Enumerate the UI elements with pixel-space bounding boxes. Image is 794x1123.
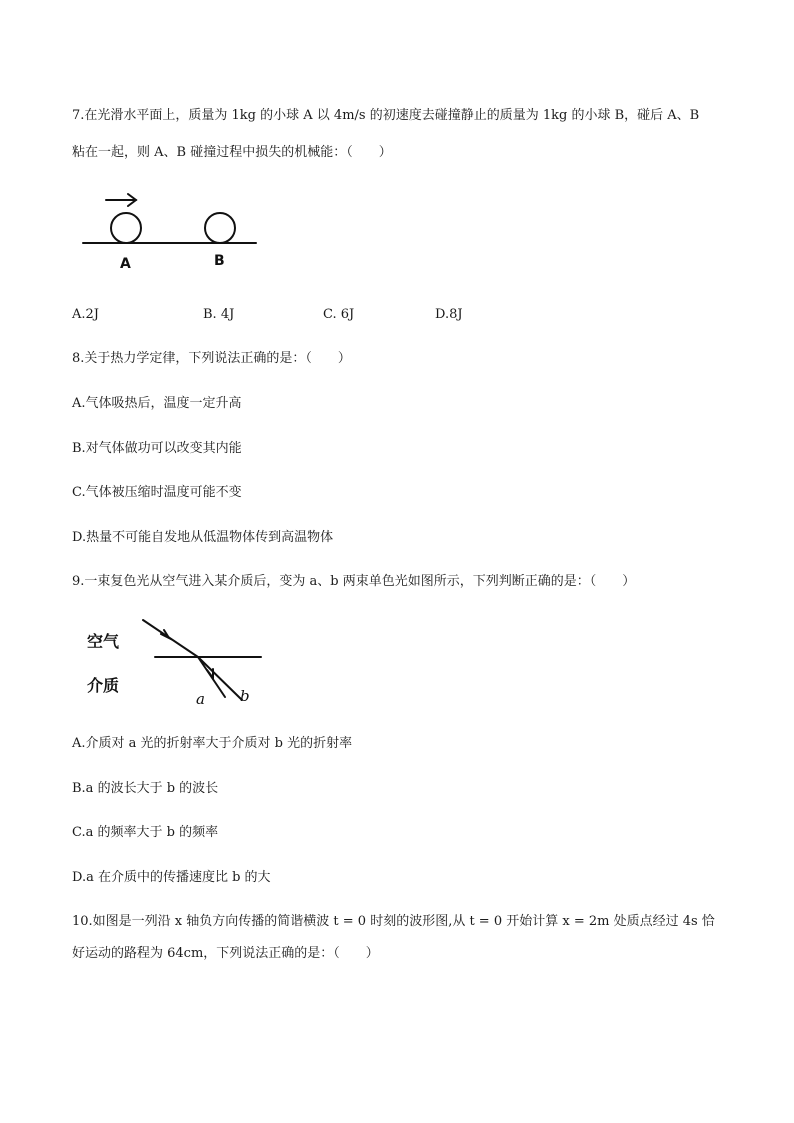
- q7-stem-line2: 粘在一起，则 A、B 碰撞过程中损失的机械能：（ ）: [72, 145, 392, 160]
- q10-stem-line1: 10.如图是一列沿 x 轴负方向传播的简谐横波 t = 0 时刻的波形图,从 t = 0 开始计算 x = 2m 处质点经过 4s 恰: [72, 914, 715, 929]
- medium-label: 介质: [87, 676, 120, 695]
- q9-option-c: C.a 的频率大于 b 的频率: [72, 825, 219, 840]
- q7-collision-figure: [78, 188, 278, 278]
- q8-stem: 8.关于热力学定律，下列说法正确的是：（ ）: [72, 351, 351, 366]
- q10-stem-line2: 好运动的路程为 64cm，下列说法正确的是：（ ）: [72, 946, 379, 961]
- q7-option-c: C. 6J: [323, 307, 355, 322]
- q7-option-b: B. 4J: [203, 307, 235, 322]
- q8-option-a: A.气体吸热后，温度一定升高: [72, 396, 242, 411]
- q8-option-b: B.对气体做功可以改变其内能: [72, 441, 242, 456]
- refracted-arrow-icon: [207, 669, 213, 678]
- q7-stem-line1: 7.在光滑水平面上，质量为 1kg 的小球 A 以 4m/s 的初速度去碰撞静止的质量为 1kg 的小球 B，碰后 A、B: [72, 108, 700, 123]
- q9-option-b: B.a 的波长大于 b 的波长: [72, 781, 219, 796]
- ray-a-label: a: [196, 690, 205, 708]
- ball-b: [205, 213, 235, 243]
- q9-refraction-figure: [85, 612, 285, 712]
- ball-b-label: B: [214, 253, 225, 269]
- incident-ray: [143, 620, 198, 657]
- q9-stem: 9.一束复色光从空气进入某介质后，变为 a、b 两束单色光如图所示，下列判断正确的是：（ ）: [72, 574, 636, 589]
- q9-option-a: A.介质对 a 光的折射率大于介质对 b 光的折射率: [72, 736, 353, 751]
- ray-b-label: b: [240, 687, 250, 705]
- ball-a-label: A: [120, 256, 131, 272]
- ball-a: [111, 213, 141, 243]
- q7-option-a: A.2J: [72, 307, 100, 322]
- q8-option-c: C.气体被压缩时温度可能不变: [72, 485, 242, 500]
- q8-option-d: D.热量不可能自发地从低温物体传到高温物体: [72, 530, 334, 545]
- q9-option-d: D.a 在介质中的传播速度比 b 的大: [72, 870, 271, 885]
- q7-option-d: D.8J: [435, 307, 463, 322]
- air-label: 空气: [87, 632, 120, 651]
